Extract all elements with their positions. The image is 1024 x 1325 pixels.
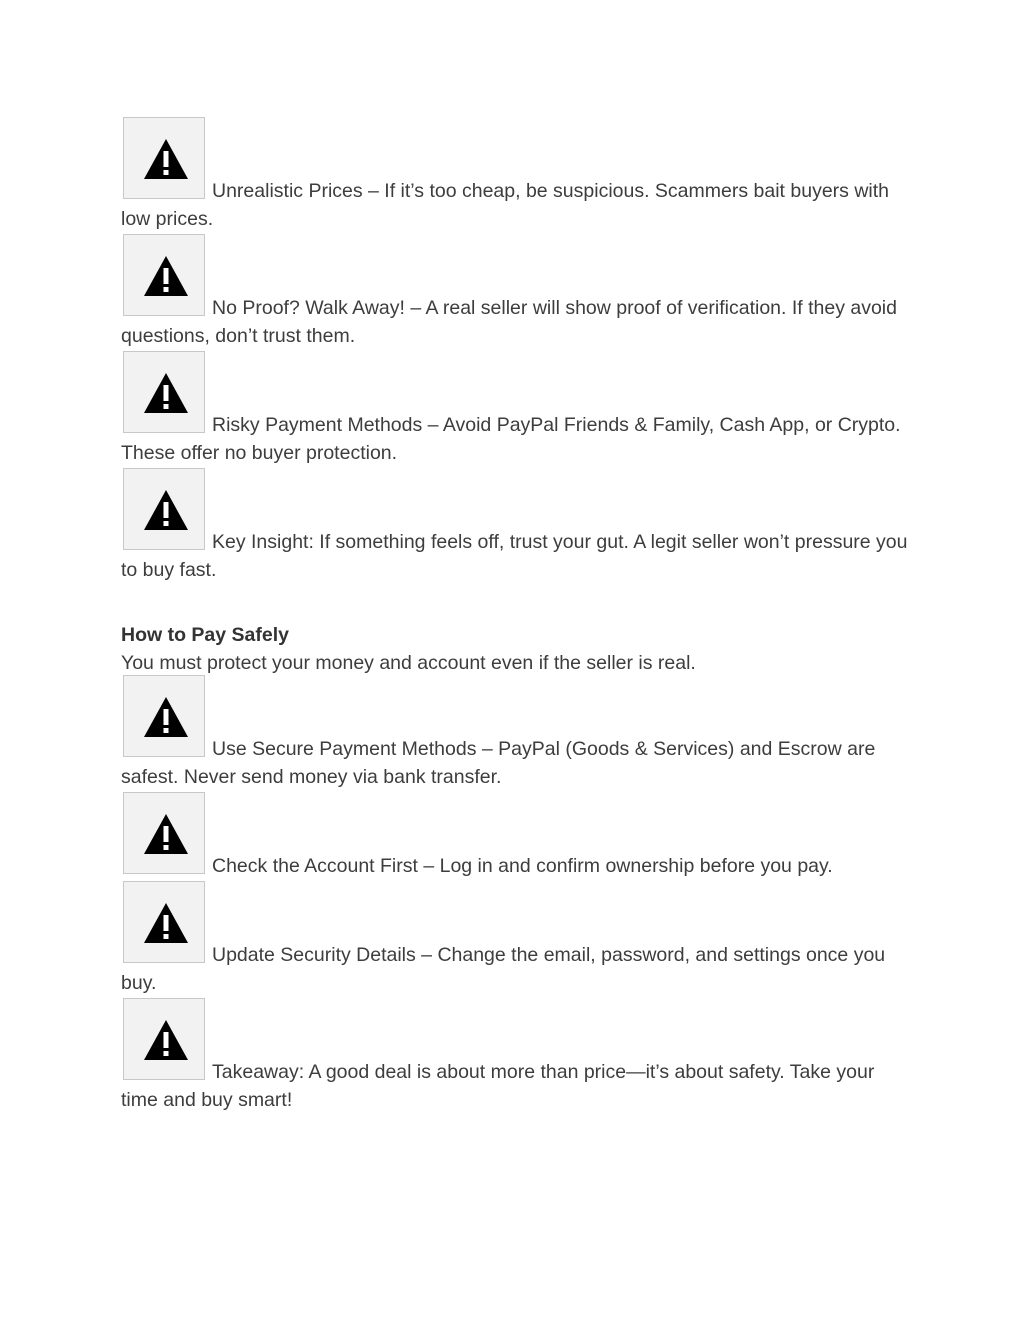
list-item xyxy=(121,1004,911,1114)
item-text: Takeaway: A good deal is about more than price—it’s about safety. Take your time and buy smart! xyxy=(121,1061,875,1111)
warning-icon xyxy=(123,468,205,550)
list-item xyxy=(121,357,911,467)
item-text: No Proof? Walk Away! – A real seller will show proof of verification. If they avoid questions, don’t trust them. xyxy=(121,297,897,347)
document-content xyxy=(121,123,911,1121)
item-text: Risky Payment Methods – Avoid PayPal Friends & Family, Cash App, or Crypto. These offer no buyer protection. xyxy=(121,414,901,464)
list-item xyxy=(121,123,911,233)
warning-icon xyxy=(123,117,205,199)
section-intro: You must protect your money and account even if the seller is real. xyxy=(121,652,696,674)
warning-icon xyxy=(123,351,205,433)
item-text: Unrealistic Prices – If it’s too cheap, be suspicious. Scammers bait buyers with low prices. xyxy=(121,180,890,230)
item-text: Update Security Details – Change the email, password, and settings once you buy. xyxy=(121,944,886,994)
list-item xyxy=(121,240,911,350)
item-text: Key Insight: If something feels off, trust your gut. A legit seller won’t pressure you to buy fast. xyxy=(121,531,908,581)
list-item xyxy=(121,887,911,997)
warning-icon xyxy=(123,792,205,874)
warning-icon xyxy=(123,998,205,1080)
item-text: Use Secure Payment Methods – PayPal (Goods & Services) and Escrow are safest. Never send money via bank transfer. xyxy=(121,738,876,788)
item-text: Check the Account First – Log in and confirm ownership before you pay. xyxy=(212,855,833,877)
warning-icon xyxy=(123,234,205,316)
list-item xyxy=(121,681,911,791)
section-heading: How to Pay Safely xyxy=(121,624,289,646)
list-item xyxy=(121,474,911,584)
warning-icon xyxy=(123,881,205,963)
warning-icon xyxy=(123,675,205,757)
list-item xyxy=(121,798,911,880)
